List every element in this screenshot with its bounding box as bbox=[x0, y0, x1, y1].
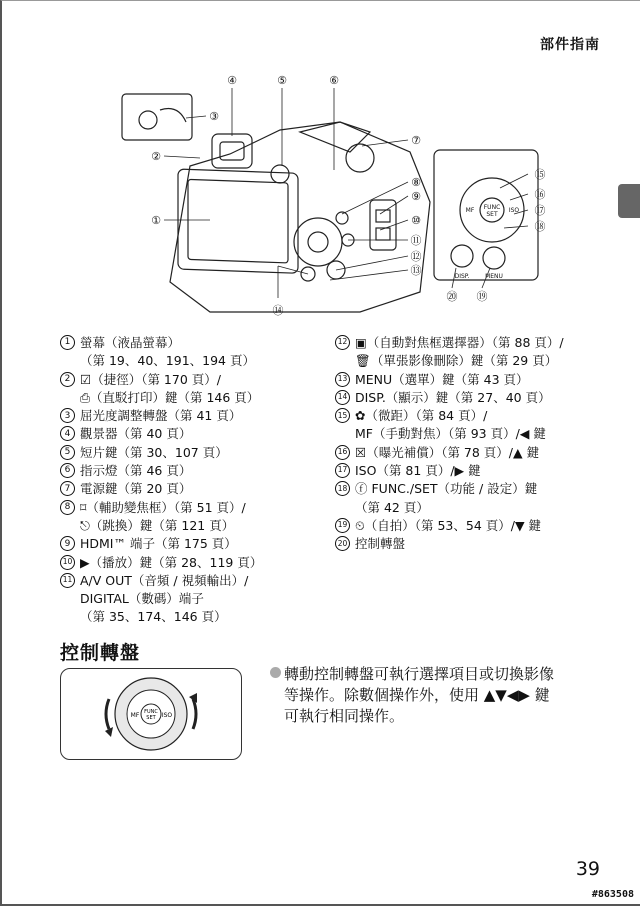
callout-2: ② bbox=[151, 150, 161, 163]
dial-func-label: FUNC bbox=[144, 709, 158, 715]
legend-item-4 bbox=[60, 425, 330, 443]
legend-item-19 bbox=[335, 517, 625, 535]
legend-text: MF（手動對焦）（第 93 頁）/◀ 鍵 bbox=[355, 426, 546, 442]
control-dial-graphic bbox=[61, 669, 241, 759]
legend-number: 20 bbox=[335, 536, 350, 551]
legend-item-9 bbox=[60, 535, 330, 553]
control-dial bbox=[294, 218, 342, 266]
func-label-top: FUNC bbox=[483, 204, 501, 211]
legend-number: 1 bbox=[60, 335, 75, 350]
legend-text: HDMI™ 端子（第 175 頁） bbox=[80, 536, 237, 552]
legend-number: 8 bbox=[60, 500, 75, 515]
legend-number: 12 bbox=[335, 335, 350, 350]
page-number: 39 bbox=[575, 858, 600, 880]
legend-number: 10 bbox=[60, 555, 75, 570]
legend-text: ⎋（跳換）鍵（第 121 頁） bbox=[80, 517, 235, 533]
callout-9: ⑨ bbox=[411, 190, 421, 203]
legend-left bbox=[60, 334, 330, 627]
callout-14: ⑭ bbox=[272, 304, 284, 317]
legend-item-2 bbox=[60, 371, 330, 408]
callout-18: ⑱ bbox=[534, 220, 546, 233]
legend-item-10 bbox=[60, 554, 330, 572]
camera-body bbox=[170, 122, 430, 312]
section-header: 部件指南 bbox=[540, 37, 600, 53]
legend-number: 4 bbox=[60, 426, 75, 441]
legend-text: （第 42 頁） bbox=[355, 499, 429, 515]
power-dial bbox=[346, 144, 374, 172]
legend-text: ▶（播放）鍵（第 28、119 頁） bbox=[80, 554, 263, 570]
legend-item-18 bbox=[335, 480, 625, 517]
legend-number: 18 bbox=[335, 481, 350, 496]
legend-text: 🗑（單張影像刪除）鍵（第 29 頁） bbox=[355, 353, 558, 369]
legend-item-8 bbox=[60, 499, 330, 536]
legend-item-16 bbox=[335, 444, 625, 462]
legend-item-5 bbox=[60, 444, 330, 462]
callout-8: ⑧ bbox=[411, 176, 421, 189]
legend-text: ⏲（自拍）（第 53、54 頁）/▼ 鍵 bbox=[355, 517, 542, 533]
callout-5: ⑤ bbox=[277, 74, 287, 87]
legend-number: 3 bbox=[60, 408, 75, 423]
legend-text: 指示燈（第 46 頁） bbox=[80, 463, 192, 479]
callout-7: ⑦ bbox=[411, 134, 421, 147]
legend-number: 9 bbox=[60, 536, 75, 551]
callout-13: ⑬ bbox=[410, 264, 422, 277]
legend-item-13 bbox=[335, 371, 625, 389]
callout-20: ⑳ bbox=[446, 290, 458, 303]
document-stamp: #863508 bbox=[591, 889, 634, 900]
legend-text: ✿（微距）（第 84 頁）/ bbox=[355, 408, 488, 424]
callout-12: ⑫ bbox=[410, 250, 422, 263]
callout-19: ⑲ bbox=[476, 290, 488, 303]
legend-text: 觀景器（第 40 頁） bbox=[80, 426, 192, 442]
callout-15: ⑮ bbox=[534, 168, 546, 181]
legend-text: ☑（捷徑）（第 170 頁）/ bbox=[80, 371, 221, 387]
callout-16: ⑯ bbox=[534, 188, 546, 201]
legend-text: 控制轉盤 bbox=[355, 536, 406, 552]
legend-text: 短片鍵（第 30、107 頁） bbox=[80, 444, 228, 460]
legend-right bbox=[335, 334, 625, 554]
legend-text: （第 35、174、146 頁） bbox=[80, 609, 227, 625]
legend-text: DIGITAL（數碼）端子 bbox=[80, 591, 204, 607]
callout-4: ④ bbox=[227, 74, 237, 87]
legend-text: （第 19、40、191、194 頁） bbox=[80, 353, 255, 369]
func-label-bottom: SET bbox=[486, 211, 498, 218]
legend-item-3 bbox=[60, 407, 330, 425]
legend-text: 螢幕（液晶螢幕） bbox=[80, 335, 181, 350]
mf-label: MF bbox=[465, 207, 475, 214]
movie-button bbox=[271, 165, 289, 183]
callout-1: ① bbox=[151, 214, 161, 227]
viewfinder bbox=[212, 134, 252, 168]
menu-label: MENU bbox=[485, 273, 503, 280]
legend-text: ☒（曝光補償）（第 78 頁）/▲ 鍵 bbox=[355, 444, 540, 460]
legend-text: ISO（第 81 頁）/▶ 鍵 bbox=[355, 463, 481, 479]
legend-text: MENU（選單）鍵（第 43 頁） bbox=[355, 371, 529, 387]
legend-text: ⌑（輔助變焦框）（第 51 頁）/ bbox=[80, 499, 246, 515]
legend-text: 電源鍵（第 20 頁） bbox=[80, 481, 192, 497]
control-dial-description bbox=[284, 664, 594, 727]
legend-item-17 bbox=[335, 462, 625, 480]
chapter-tab bbox=[618, 184, 640, 218]
legend-text: DISP.（顯示）鍵（第 27、40 頁） bbox=[355, 389, 551, 405]
legend-item-7 bbox=[60, 480, 330, 498]
legend-number: 7 bbox=[60, 481, 75, 496]
legend-number: 17 bbox=[335, 463, 350, 478]
callout-11: ⑪ bbox=[410, 234, 422, 247]
legend-text: 屈光度調整轉盤（第 41 頁） bbox=[80, 408, 242, 424]
legend-number: 5 bbox=[60, 445, 75, 460]
legend-number: 16 bbox=[335, 445, 350, 460]
iso-label: ISO bbox=[508, 207, 520, 214]
control-dial-illustration bbox=[60, 668, 242, 760]
legend-item-11 bbox=[60, 572, 330, 627]
lcd-screen bbox=[178, 169, 298, 273]
callout-6: ⑥ bbox=[329, 74, 339, 87]
legend-text: ⎙（直駁打印）鍵（第 146 頁） bbox=[80, 389, 260, 405]
description-line-2: 等操作。除數個操作外，使用 ▲▼◀▶ 鍵 bbox=[284, 686, 550, 704]
callout-17: ⑰ bbox=[534, 204, 546, 217]
dial-iso-label: ISO bbox=[161, 712, 173, 719]
legend-item-6 bbox=[60, 462, 330, 480]
description-line-1: 轉動控制轉盤可執行選擇項目或切換影像 bbox=[284, 665, 555, 683]
legend-number: 6 bbox=[60, 463, 75, 478]
legend-number: 14 bbox=[335, 390, 350, 405]
legend-item-14 bbox=[335, 389, 625, 407]
legend-number: 2 bbox=[60, 372, 75, 387]
disp-label: DISP. bbox=[454, 273, 470, 280]
legend-item-12 bbox=[335, 334, 625, 371]
legend-text: A/V OUT（音頻 / 視頻輸出）/ bbox=[80, 572, 249, 588]
legend-number: 13 bbox=[335, 372, 350, 387]
dial-mf-label: MF bbox=[130, 712, 140, 719]
callout-10: ⑩ bbox=[411, 214, 421, 227]
legend-item-15 bbox=[335, 407, 625, 444]
legend-item-1 bbox=[60, 334, 330, 371]
description-line-3: 可執行相同操作。 bbox=[284, 707, 405, 725]
legend-text: ▣（自動對焦框選擇器）（第 88 頁）/ bbox=[355, 335, 564, 350]
bullet-icon bbox=[270, 667, 281, 678]
dial-set-label: SET bbox=[146, 715, 156, 721]
camera-back-diagram bbox=[90, 70, 550, 330]
legend-number: 15 bbox=[335, 408, 350, 423]
legend-number: 19 bbox=[335, 518, 350, 533]
callout-3: ③ bbox=[209, 110, 219, 123]
legend-item-20 bbox=[335, 535, 625, 553]
section-title-control-dial: 控制轉盤 bbox=[60, 642, 141, 664]
legend-text: ⓕ FUNC./SET（功能 / 設定）鍵 bbox=[355, 481, 538, 497]
legend-number: 11 bbox=[60, 573, 75, 588]
